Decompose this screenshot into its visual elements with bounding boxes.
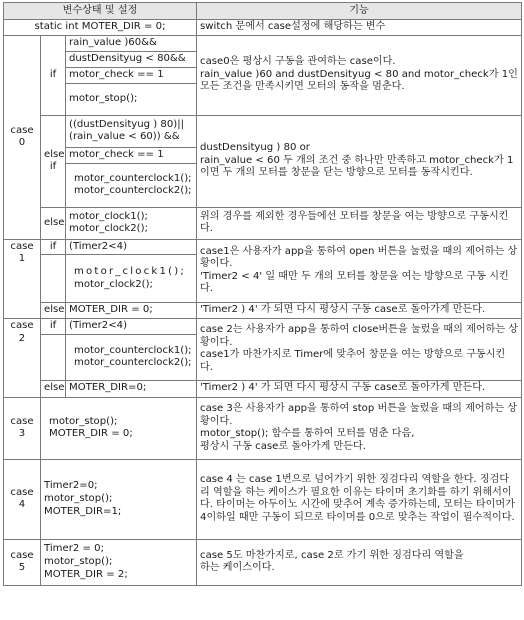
case-0-if-cond-1: rain_value )60&& <box>66 35 197 51</box>
case-0-else-action: motor_clock1(); motor_clock2(); <box>66 207 197 239</box>
case-5-label: case 5 <box>4 539 41 585</box>
case-1-action-2: motor_clock2(); <box>74 278 153 290</box>
table-row <box>4 380 522 397</box>
case-1-else-desc: 'Timer2 ) 4' 가 되면 다시 평상시 구동 case로 돌아가게 만든다. <box>197 303 522 319</box>
table-row <box>4 459 522 539</box>
case-0-elseif-label: else if <box>41 115 66 207</box>
case-0-if-cond-3: motor_check == 1 <box>66 67 197 83</box>
table-row <box>4 397 522 459</box>
table-row <box>4 319 522 335</box>
case-0-else-label: else <box>41 207 66 239</box>
table-row <box>4 20 522 36</box>
case-0-elseif-desc: dustDensityug ) 80 or rain_value < 60 두 개의 조건 중 하나만 만족하고 motor_check가 1이면 두 개의 모터를 창문을 닫는 방향으로 모터를 동작시킨다. <box>197 115 522 207</box>
case-0-if-cond-2: dustDensityug < 80&& <box>66 51 197 67</box>
table-row <box>4 239 522 255</box>
case-2-action: motor_counterclock1(); motor_counterclock2(); <box>66 334 197 380</box>
case-3-label: case 3 <box>4 397 41 459</box>
case-0-if-label: if <box>41 35 66 115</box>
case-2-label: case 2 <box>4 319 41 398</box>
table-row <box>4 207 522 239</box>
case-2-else-label: else <box>41 380 66 397</box>
case-2-else-desc: 'Timer2 ) 4' 가 되면 다시 평상시 구동 case로 돌아가게 만든다. <box>197 380 522 397</box>
case-0-if-desc: case0은 평상시 구동을 관여하는 case이다. rain_value )60 and dustDensityug < 80 and motor_check가 1인 모든 조건을 만족시키면 모터의 동작을 멈춘다. <box>197 35 522 115</box>
function-column-header: 기능 <box>197 3 522 20</box>
table-row <box>4 115 522 147</box>
case-1-label: case 1 <box>4 239 41 319</box>
case-3-code: motor_stop(); MOTER_DIR = 0; <box>41 397 197 459</box>
case-0-label: case 0 <box>4 35 41 239</box>
case-5-desc: case 5도 마찬가지로, case 2로 가기 위한 징검다리 역할을 하는 케이스이다. <box>197 539 522 585</box>
switch-case-table <box>3 2 522 586</box>
case-2-desc: case 2는 사용자가 app을 통하여 close버튼을 눌렀을 때의 제어하는 상황이다. case1가 마찬가지로 Timer에 맞추어 창문을 여는 방향으로 구동시킨다. <box>197 319 522 381</box>
case-3-desc: case 3은 사용자가 app을 통하여 stop 버튼을 눌렀을 때의 제어하는 상황이다. motor_stop(); 함수를 통하여 모터를 멈춘 다음, 평상시 구동 case로 돌아가게 만든다. <box>197 397 522 459</box>
table-row <box>4 539 522 585</box>
case-1-if-label: if <box>41 239 66 255</box>
header-row <box>4 3 522 20</box>
case-5-code: Timer2 = 0; motor_stop(); MOTER_DIR = 2; <box>41 539 197 585</box>
case-4-label: case 4 <box>4 459 41 539</box>
case-0-if-action: motor_stop(); <box>66 83 197 115</box>
static-variable-code: static int MOTER_DIR = 0; <box>4 20 197 36</box>
variable-column-header: 변수상태 및 설정 <box>4 3 197 20</box>
case-4-desc: case 4 는 case 1번으로 넘어가기 위한 징검다리 역할을 한다. 징검다리 역할을 하는 케이스가 필요한 이유는 타이머 초기화를 하기 위해서이다. 타이머는 아두이노 시간에 맞추어 계속 증가하는데, 모터는 타이머가 4이하일 때만 구동이 되므로 타이머를 0으로 맞추는 작업이 필수적이다. <box>197 459 522 539</box>
case-1-if-cond: (Timer2<4) <box>66 239 197 255</box>
table-row <box>4 35 522 51</box>
case-1-actions <box>66 255 197 303</box>
case-1-else-label: else <box>41 303 66 319</box>
case-4-code: Timer2=0; motor_stop(); MOTER_DIR=1; <box>41 459 197 539</box>
case-0-else-desc: 위의 경우를 제외한 경우들에선 모터를 창문을 여는 방향으로 구동시킨다. <box>197 207 522 239</box>
case-1-desc: case1은 사용자가 app을 통하여 open 버튼을 눌렀을 때의 제어하는 상황이다. 'Timer2 < 4' 일 때만 두 개의 모터를 창문을 여는 방향으로 구동 시킨다. <box>197 239 522 303</box>
case-1-else-action: MOTER_DIR = 0; <box>66 303 197 319</box>
case-0-elseif-cond-2: motor_check == 1 <box>66 147 197 163</box>
case-1-action-1: motor_clock1(); <box>74 266 186 278</box>
case-2-if-label: if <box>41 319 66 335</box>
static-variable-desc: switch 문에서 case설정에 해당하는 변수 <box>197 20 522 36</box>
case-2-if-cond: (Timer2<4) <box>66 319 197 335</box>
case-0-elseif-cond-1: ((dustDensityug ) 80)|| (rain_value < 60)) && <box>66 115 197 147</box>
case-0-elseif-action: motor_counterclock1(); motor_counterclock2(); <box>66 163 197 207</box>
table-row <box>4 303 522 319</box>
case-2-else-action: MOTER_DIR=0; <box>66 380 197 397</box>
